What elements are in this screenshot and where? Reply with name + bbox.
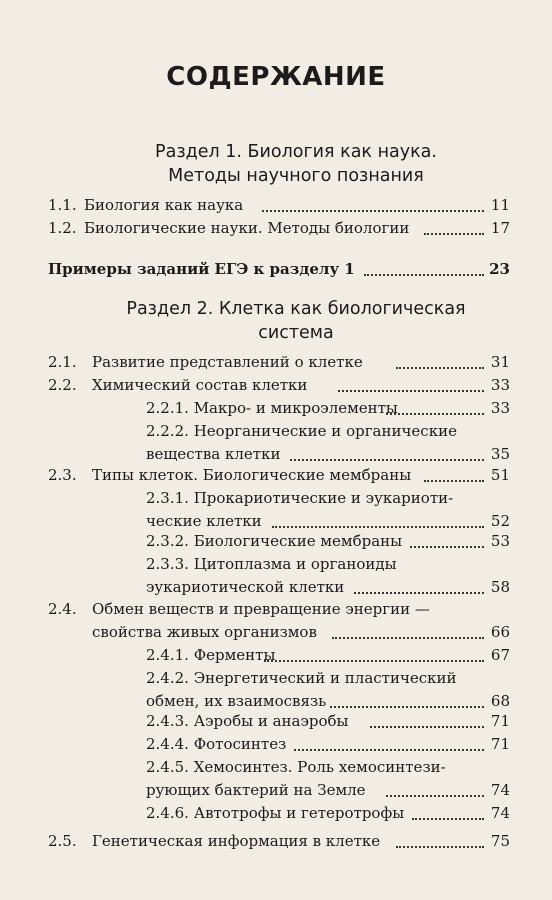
dot-leader	[396, 367, 484, 369]
entry-number: 2.3.	[48, 466, 77, 484]
toc-entry-2-3-2[interactable]	[0, 532, 552, 556]
entry-number: 1.1.	[48, 196, 77, 214]
entry-title: Развитие представлений о клетке	[92, 353, 363, 371]
entry-title: Типы клеток. Биологические мембраны	[92, 466, 412, 484]
entry-page: 74	[490, 804, 510, 822]
entry-page: 75	[490, 832, 510, 850]
entry-title: 2.4.4. Фотосинтез	[146, 735, 287, 753]
entry-page: 51	[490, 466, 510, 484]
entry-title: Химический состав клетки	[92, 376, 308, 394]
entry-title: Примеры заданий ЕГЭ к разделу 1	[48, 260, 355, 278]
dot-leader	[396, 846, 484, 848]
entry-title-continued: ческие клетки	[146, 512, 262, 530]
toc-entry-2-2[interactable]	[0, 376, 552, 400]
entry-title: 2.3.2. Биологические мембраны	[146, 532, 403, 550]
entry-title-continued: свойства живых организмов	[92, 623, 317, 641]
entry-title: 2.2.1. Макро- и микроэлементы	[146, 399, 398, 417]
entry-title: 2.4.3. Аэробы и анаэробы	[146, 712, 349, 730]
entry-number: 2.1.	[48, 353, 77, 371]
section-2-heading-line-2: система	[258, 323, 334, 343]
entry-page: 17	[490, 219, 510, 237]
section-1-heading-line-2: Методы научного познания	[168, 166, 424, 186]
entry-title: 2.4.2. Энергетический и пластический	[146, 669, 457, 687]
entry-page: 35	[490, 445, 510, 463]
toc-entry-2-4-4[interactable]	[0, 735, 552, 759]
dot-leader	[332, 637, 484, 639]
entry-number: 2.5.	[48, 832, 77, 850]
dot-leader	[272, 526, 484, 528]
entry-page: 11	[490, 196, 510, 214]
entry-page: 23	[489, 260, 510, 278]
entry-title: Генетическая информация в клетке	[92, 832, 381, 850]
entry-title: Обмен веществ и превращение энергии —	[92, 600, 430, 618]
toc-entry-1-2[interactable]	[0, 219, 552, 243]
toc-entry-2-2-1[interactable]	[0, 399, 552, 423]
toc-entry-2-4-5[interactable]	[0, 758, 552, 804]
page-title: СОДЕРЖАНИЕ	[166, 62, 386, 92]
toc-entry-2-4-6[interactable]	[0, 804, 552, 828]
section-2-heading-line-1: Раздел 2. Клетка как биологическая	[126, 299, 466, 319]
toc-entry-1-1[interactable]	[0, 196, 552, 220]
entry-title: Биология как наука	[84, 196, 244, 214]
entry-title: 2.3.3. Цитоплазма и органоиды	[146, 555, 397, 573]
dot-leader	[424, 480, 484, 482]
dot-leader	[294, 749, 484, 751]
entry-page: 53	[490, 532, 510, 550]
entry-page: 31	[490, 353, 510, 371]
entry-title: 2.2.2. Неорганические и органические	[146, 422, 457, 440]
dot-leader	[386, 413, 484, 415]
entry-page: 66	[490, 623, 510, 641]
section-1-heading-line-1: Раздел 1. Биология как наука.	[155, 142, 437, 162]
dot-leader	[386, 795, 484, 797]
entry-number: 2.2.	[48, 376, 77, 394]
toc-entry-2-4-3[interactable]	[0, 712, 552, 736]
entry-page: 71	[490, 712, 510, 730]
entry-page: 68	[490, 692, 510, 710]
dot-leader	[370, 726, 484, 728]
toc-entry-2-2-2[interactable]	[0, 422, 552, 468]
entry-page: 33	[490, 399, 510, 417]
dot-leader	[264, 660, 484, 662]
toc-entry-2-1[interactable]	[0, 353, 552, 377]
entry-title-continued: эукариотической клетки	[146, 578, 345, 596]
entry-number: 1.2.	[48, 219, 77, 237]
entry-title: 2.4.5. Хемосинтез. Роль хемосинтези-	[146, 758, 446, 776]
dot-leader	[338, 390, 484, 392]
section-2-heading	[60, 297, 532, 345]
entry-title-continued: рующих бактерий на Земле	[146, 781, 366, 799]
dot-leader	[412, 818, 484, 820]
toc-entry-2-5[interactable]	[0, 832, 552, 856]
toc-entry-2-3-1[interactable]	[0, 489, 552, 535]
toc-entry-2-3[interactable]	[0, 466, 552, 490]
toc-entry-examples-1[interactable]	[0, 260, 552, 284]
entry-page: 67	[490, 646, 510, 664]
toc-entry-2-3-3[interactable]	[0, 555, 552, 601]
entry-page: 52	[490, 512, 510, 530]
dot-leader	[290, 459, 484, 461]
entry-page: 33	[490, 376, 510, 394]
dot-leader	[410, 546, 484, 548]
entry-title: 2.4.1. Ферменты	[146, 646, 276, 664]
section-1-heading	[60, 140, 532, 188]
dot-leader	[364, 274, 484, 276]
toc-entry-2-4-2[interactable]	[0, 669, 552, 715]
entry-number: 2.4.	[48, 600, 77, 618]
dot-leader	[354, 592, 484, 594]
dot-leader	[424, 233, 484, 235]
entry-title: 2.4.6. Автотрофы и гетеротрофы	[146, 804, 405, 822]
entry-title-continued: обмен, их взаимосвязь	[146, 692, 327, 710]
entry-page: 71	[490, 735, 510, 753]
entry-title-continued: вещества клетки	[146, 445, 281, 463]
entry-title: 2.3.1. Прокариотические и эукариоти-	[146, 489, 454, 507]
dot-leader	[262, 210, 484, 212]
toc-entry-2-4-1[interactable]	[0, 646, 552, 670]
toc-entry-2-4[interactable]	[0, 600, 552, 646]
entry-title: Биологические науки. Методы биологии	[84, 219, 410, 237]
entry-page: 58	[490, 578, 510, 596]
dot-leader	[330, 706, 484, 708]
entry-page: 74	[490, 781, 510, 799]
